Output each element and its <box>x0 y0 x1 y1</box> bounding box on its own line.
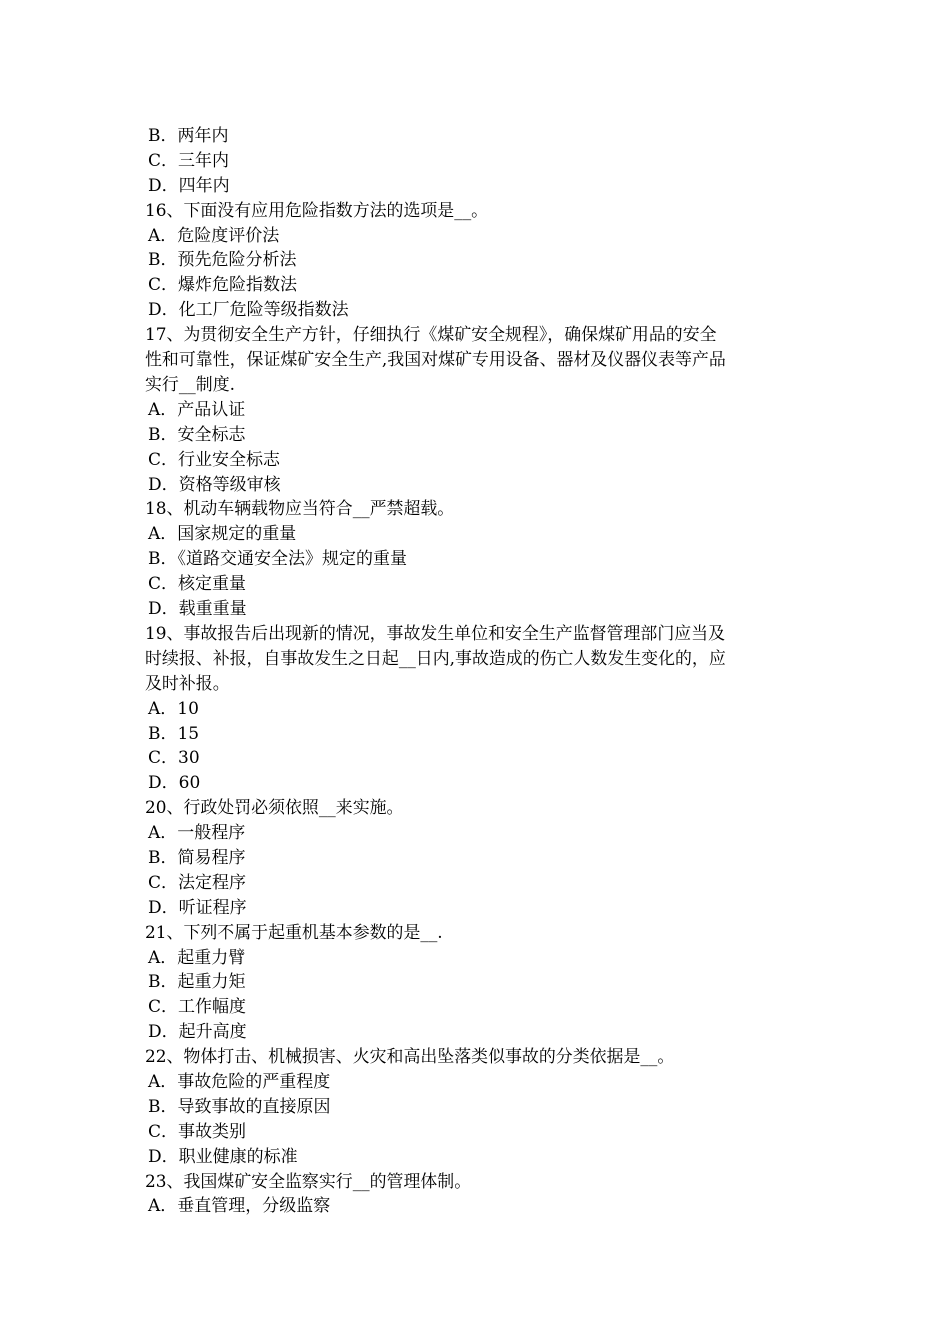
answer-option: D．资格等级审核 <box>148 474 281 495</box>
answer-option: D．60 <box>148 773 201 794</box>
answer-option: C．工作幅度 <box>148 997 247 1018</box>
answer-option: A．起重力臂 <box>148 947 246 968</box>
answer-option: A．事故危险的严重程度 <box>148 1072 331 1093</box>
question-text-line: 及时补报。 <box>145 673 230 694</box>
answer-option: B．简易程序 <box>148 847 246 868</box>
question-list <box>145 124 810 1219</box>
answer-option: A．国家规定的重量 <box>148 524 297 545</box>
answer-option: D．起升高度 <box>148 1022 247 1043</box>
question-text-line: 22、物体打击、机械损害、火灾和高出坠落类似事故的分类依据是__。 <box>145 1047 675 1068</box>
answer-option: A．危险度评价法 <box>148 225 280 246</box>
answer-option: D．载重重量 <box>148 599 247 619</box>
answer-option: B．两年内 <box>148 126 229 146</box>
answer-option: A．一般程序 <box>148 823 246 844</box>
answer-option: C．事故类别 <box>148 1121 247 1142</box>
question-text-line: 时续报、补报，自事故发生之日起__日内,事故造成的伤亡人数发生变化的，应 <box>145 648 726 669</box>
answer-option: D．听证程序 <box>148 897 247 918</box>
question-text-line: 17、为贯彻安全生产方针，仔细执行《煤矿安全规程》，确保煤矿用品的安全 <box>145 325 717 346</box>
question-text-line: 性和可靠性，保证煤矿安全生产,我国对煤矿专用设备、器材及仪器仪表等产品 <box>145 350 726 371</box>
answer-option: A．10 <box>148 698 199 719</box>
answer-option: A．产品认证 <box>148 399 246 420</box>
answer-option: B．15 <box>148 723 200 744</box>
answer-option: A．垂直管理，分级监察 <box>148 1196 331 1217</box>
answer-option: B．《道路交通安全法》规定的重量 <box>148 549 407 570</box>
answer-option: C．三年内 <box>148 150 230 171</box>
answer-option: C．核定重量 <box>148 574 247 595</box>
answer-option: D．职业健康的标准 <box>148 1146 298 1167</box>
question-text-line: 19、事故报告后出现新的情况，事故发生单位和安全生产监督管理部门应当及 <box>145 623 726 644</box>
answer-option: C．法定程序 <box>148 872 247 893</box>
question-text-line: 23、我国煤矿安全监察实行__的管理体制。 <box>145 1171 472 1192</box>
answer-option: C．行业安全标志 <box>148 449 281 470</box>
answer-option: B．安全标志 <box>148 424 246 445</box>
answer-option: D．化工厂危险等级指数法 <box>148 300 349 321</box>
question-text-line: 20、行政处罚必须依照__来实施。 <box>145 798 404 819</box>
answer-option: B．起重力矩 <box>148 972 246 993</box>
question-text-line: 16、下面没有应用危险指数方法的选项是__。 <box>145 200 489 221</box>
question-text-line: 18、机动车辆载物应当符合__严禁超载。 <box>145 499 455 520</box>
answer-option: C．爆炸危险指数法 <box>148 275 298 296</box>
question-text-line: 实行__制度. <box>145 374 235 395</box>
answer-option: B．预先危险分析法 <box>148 250 297 271</box>
question-text-line: 21、下列不属于起重机基本参数的是__. <box>145 922 443 943</box>
answer-option: C．30 <box>148 748 200 769</box>
answer-option: D．四年内 <box>148 175 230 196</box>
answer-option: B．导致事故的直接原因 <box>148 1096 331 1117</box>
